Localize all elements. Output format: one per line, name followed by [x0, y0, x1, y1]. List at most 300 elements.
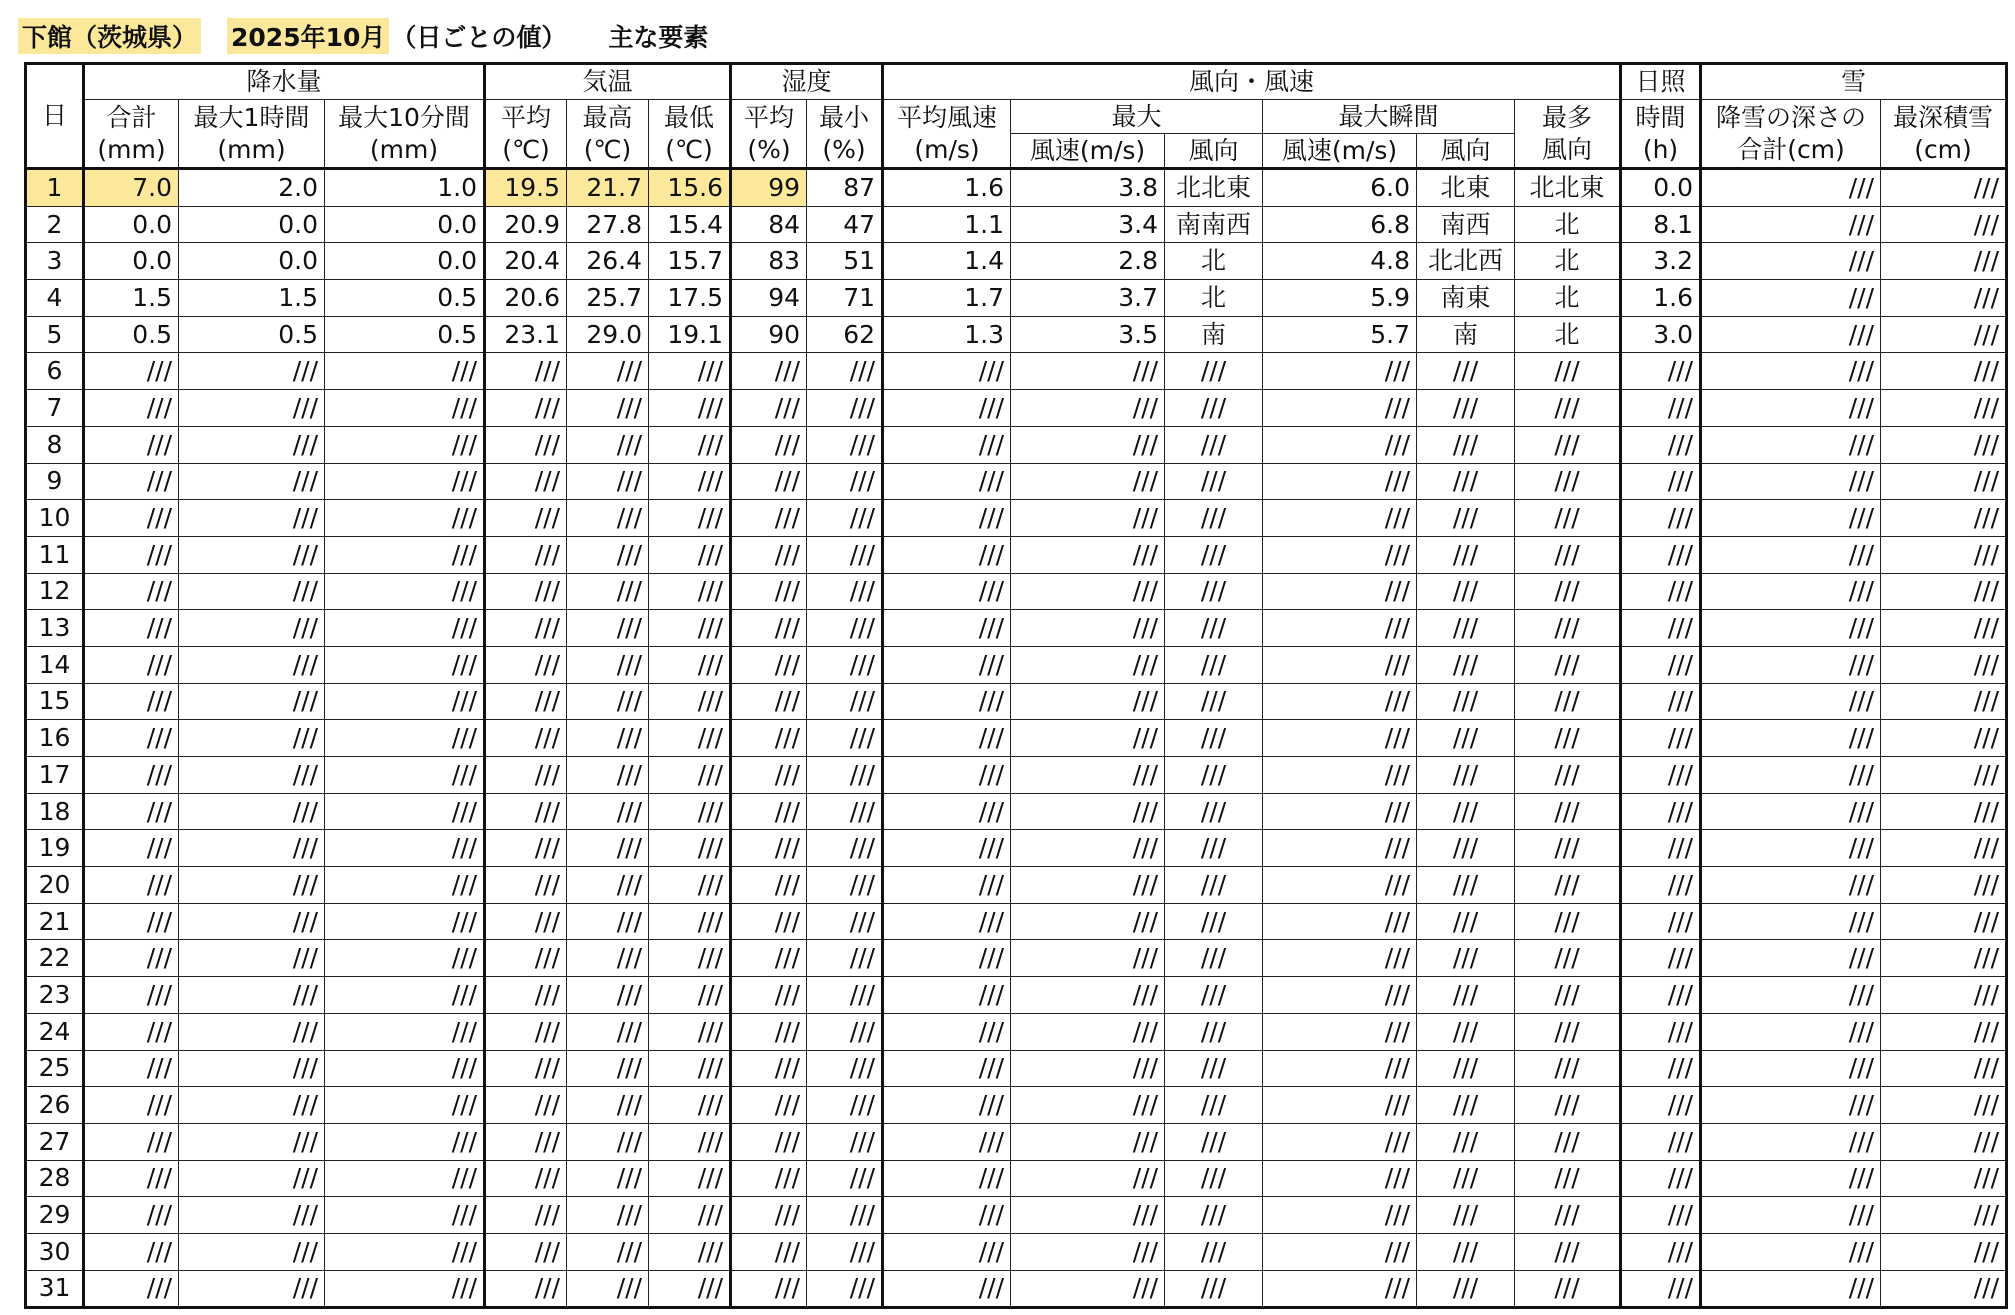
table-row [26, 610, 2007, 647]
value-cell: /// [1165, 940, 1263, 977]
value-cell: /// [485, 646, 567, 683]
value-cell: /// [807, 390, 883, 427]
value-cell: 5.9 [1263, 280, 1417, 317]
value-cell: /// [731, 610, 807, 647]
table-row [26, 1087, 2007, 1124]
table-row [26, 1233, 2007, 1270]
value-cell: /// [1881, 316, 2007, 353]
value-cell: /// [1417, 1087, 1515, 1124]
value-cell: /// [649, 1123, 731, 1160]
value-cell: /// [179, 1270, 325, 1308]
header-sunshine-hours: 時間 (h) [1621, 100, 1701, 169]
value-cell: /// [1701, 940, 1881, 977]
value-cell: /// [325, 1087, 485, 1124]
value-cell: /// [1881, 573, 2007, 610]
value-cell: /// [485, 390, 567, 427]
value-cell: /// [1165, 1197, 1263, 1234]
value-cell: /// [567, 610, 649, 647]
header-snow-max-depth: 最深積雪 (cm) [1881, 100, 2007, 169]
value-cell: /// [1417, 426, 1515, 463]
value-cell: /// [179, 977, 325, 1014]
value-cell: /// [883, 830, 1011, 867]
value-cell: 北 [1165, 243, 1263, 280]
day-cell: 11 [26, 536, 84, 573]
day-cell: 28 [26, 1160, 84, 1197]
value-cell: /// [1881, 1123, 2007, 1160]
value-cell: /// [325, 793, 485, 830]
value-cell: /// [1701, 426, 1881, 463]
value-cell: /// [1417, 536, 1515, 573]
value-cell: /// [1011, 536, 1165, 573]
value-cell: /// [883, 426, 1011, 463]
value-cell: /// [179, 390, 325, 427]
value-cell: /// [84, 353, 179, 390]
value-cell: /// [1417, 573, 1515, 610]
value-cell: /// [1165, 683, 1263, 720]
value-cell: /// [1263, 500, 1417, 537]
value-cell: /// [807, 1270, 883, 1308]
value-cell: 3.2 [1621, 243, 1701, 280]
value-cell: 0.5 [325, 316, 485, 353]
value-cell: /// [649, 830, 731, 867]
value-cell: /// [485, 1123, 567, 1160]
value-cell: 8.1 [1621, 206, 1701, 243]
value-cell: 1.5 [179, 280, 325, 317]
value-cell: 27.8 [567, 206, 649, 243]
table-row [26, 1197, 2007, 1234]
day-cell: 6 [26, 353, 84, 390]
value-cell: /// [1165, 1123, 1263, 1160]
value-cell: /// [649, 646, 731, 683]
value-cell: /// [883, 1013, 1011, 1050]
value-cell: /// [1263, 977, 1417, 1014]
value-cell: /// [179, 1050, 325, 1087]
value-cell: /// [84, 1050, 179, 1087]
value-cell: /// [883, 1160, 1011, 1197]
value-cell: /// [1701, 720, 1881, 757]
value-cell: /// [1701, 169, 1881, 207]
value-cell: 51 [807, 243, 883, 280]
value-cell: /// [1515, 426, 1621, 463]
value-cell: /// [1881, 977, 2007, 1014]
value-cell: /// [649, 1050, 731, 1087]
value-cell: /// [1011, 353, 1165, 390]
day-cell: 26 [26, 1087, 84, 1124]
value-cell: /// [485, 683, 567, 720]
value-cell: 3.5 [1011, 316, 1165, 353]
table-row [26, 243, 2007, 280]
value-cell: /// [1417, 1050, 1515, 1087]
value-cell: 北北西 [1417, 243, 1515, 280]
value-cell: /// [649, 683, 731, 720]
value-cell: /// [649, 426, 731, 463]
table-row [26, 500, 2007, 537]
value-cell: /// [1011, 390, 1165, 427]
day-cell: 16 [26, 720, 84, 757]
value-cell: /// [1621, 1270, 1701, 1308]
value-cell: /// [1515, 1233, 1621, 1270]
value-cell: /// [179, 1013, 325, 1050]
value-cell: /// [84, 573, 179, 610]
value-cell: /// [1515, 463, 1621, 500]
header-humidity: 湿度 [731, 64, 883, 100]
value-cell: /// [325, 1233, 485, 1270]
value-cell: /// [485, 573, 567, 610]
value-cell: /// [325, 426, 485, 463]
value-cell: /// [1011, 1233, 1165, 1270]
value-cell: /// [485, 500, 567, 537]
value-cell: /// [567, 1197, 649, 1234]
table-row [26, 206, 2007, 243]
header-day: 日 [26, 64, 84, 169]
value-cell: /// [883, 757, 1011, 794]
value-cell: 99 [731, 169, 807, 207]
value-cell: /// [84, 830, 179, 867]
value-cell: 3.8 [1011, 169, 1165, 207]
value-cell: 南 [1417, 316, 1515, 353]
value-cell: /// [1165, 1013, 1263, 1050]
value-cell: /// [649, 610, 731, 647]
value-cell: /// [485, 1197, 567, 1234]
value-cell: /// [1263, 1050, 1417, 1087]
value-cell: 19.1 [649, 316, 731, 353]
value-cell: /// [1621, 426, 1701, 463]
value-cell: /// [731, 573, 807, 610]
value-cell: /// [567, 1160, 649, 1197]
value-cell: /// [1881, 169, 2007, 207]
value-cell: /// [1701, 977, 1881, 1014]
value-cell: /// [1621, 463, 1701, 500]
header-wind: 風向・風速 [883, 64, 1621, 100]
value-cell: /// [807, 610, 883, 647]
value-cell: /// [649, 500, 731, 537]
value-cell: /// [1011, 1050, 1165, 1087]
value-cell: /// [883, 1050, 1011, 1087]
value-cell: /// [1417, 1123, 1515, 1160]
value-cell: /// [1881, 243, 2007, 280]
table-row [26, 316, 2007, 353]
value-cell: /// [1621, 1197, 1701, 1234]
value-cell: /// [1263, 1197, 1417, 1234]
day-cell: 20 [26, 867, 84, 904]
value-cell: /// [649, 1270, 731, 1308]
daily-weather-table [24, 62, 2008, 1309]
value-cell: 71 [807, 280, 883, 317]
value-cell: /// [731, 500, 807, 537]
value-cell: 20.9 [485, 206, 567, 243]
value-cell: /// [1165, 757, 1263, 794]
value-cell: /// [1515, 646, 1621, 683]
value-cell: 0.5 [84, 316, 179, 353]
value-cell: /// [1011, 573, 1165, 610]
value-cell: /// [1417, 646, 1515, 683]
value-cell: /// [1165, 426, 1263, 463]
header-precip-max-1h: 最大1時間 (mm) [179, 100, 325, 169]
value-cell: /// [485, 610, 567, 647]
value-cell: /// [1701, 830, 1881, 867]
value-cell: /// [485, 830, 567, 867]
table-row [26, 1013, 2007, 1050]
value-cell: /// [649, 720, 731, 757]
value-cell: /// [1881, 683, 2007, 720]
value-cell: /// [325, 683, 485, 720]
value-cell: /// [1263, 463, 1417, 500]
value-cell: 0.0 [84, 243, 179, 280]
value-cell: /// [485, 757, 567, 794]
value-cell: /// [325, 1197, 485, 1234]
value-cell: 94 [731, 280, 807, 317]
value-cell: /// [1701, 1270, 1881, 1308]
value-cell: /// [1701, 463, 1881, 500]
value-cell: /// [567, 720, 649, 757]
value-cell: /// [1621, 1233, 1701, 1270]
value-cell: 3.4 [1011, 206, 1165, 243]
value-cell: /// [1165, 390, 1263, 427]
value-cell: /// [649, 463, 731, 500]
value-cell: /// [1701, 1050, 1881, 1087]
value-cell: 1.4 [883, 243, 1011, 280]
value-cell: /// [1417, 1270, 1515, 1308]
value-cell: /// [731, 793, 807, 830]
value-cell: /// [179, 500, 325, 537]
day-cell: 31 [26, 1270, 84, 1308]
header-temp-min: 最低 (℃) [649, 100, 731, 169]
value-cell: /// [567, 463, 649, 500]
value-cell: /// [179, 793, 325, 830]
value-cell: /// [1881, 793, 2007, 830]
value-cell: /// [325, 830, 485, 867]
value-cell: 1.7 [883, 280, 1011, 317]
value-cell: /// [179, 683, 325, 720]
value-cell: /// [883, 903, 1011, 940]
value-cell: 1.0 [325, 169, 485, 207]
value-cell: 北 [1515, 316, 1621, 353]
value-cell: /// [567, 757, 649, 794]
table-row [26, 426, 2007, 463]
table-row [26, 757, 2007, 794]
value-cell: /// [883, 940, 1011, 977]
day-cell: 27 [26, 1123, 84, 1160]
value-cell: /// [1881, 940, 2007, 977]
value-cell: 0.0 [179, 243, 325, 280]
day-cell: 3 [26, 243, 84, 280]
value-cell: 20.4 [485, 243, 567, 280]
value-cell: /// [1701, 500, 1881, 537]
value-cell: /// [567, 1050, 649, 1087]
value-cell: /// [1417, 390, 1515, 427]
table-row [26, 903, 2007, 940]
header-wind-gust-dir: 風向 [1417, 134, 1515, 169]
value-cell: /// [883, 610, 1011, 647]
value-cell: /// [883, 977, 1011, 1014]
value-cell: /// [1881, 536, 2007, 573]
value-cell: /// [807, 573, 883, 610]
value-cell: /// [731, 390, 807, 427]
value-cell: /// [1701, 316, 1881, 353]
value-cell: /// [485, 720, 567, 757]
day-cell: 12 [26, 573, 84, 610]
value-cell: 15.6 [649, 169, 731, 207]
value-cell: /// [883, 646, 1011, 683]
value-cell: /// [485, 940, 567, 977]
value-cell: /// [1701, 1197, 1881, 1234]
value-cell: /// [1263, 793, 1417, 830]
value-cell: /// [649, 977, 731, 1014]
header-hum-avg: 平均 (%) [731, 100, 807, 169]
value-cell: /// [731, 977, 807, 1014]
value-cell: /// [649, 1013, 731, 1050]
value-cell: /// [1263, 1013, 1417, 1050]
value-cell: /// [649, 940, 731, 977]
value-cell: /// [731, 353, 807, 390]
day-cell: 17 [26, 757, 84, 794]
header-wind-avg: 平均風速 (m/s) [883, 100, 1011, 169]
value-cell: /// [1417, 1197, 1515, 1234]
value-cell: /// [1515, 720, 1621, 757]
value-cell: /// [1881, 1087, 2007, 1124]
value-cell: /// [731, 720, 807, 757]
value-cell: 0.5 [325, 280, 485, 317]
value-cell: /// [179, 720, 325, 757]
value-cell: /// [1263, 573, 1417, 610]
value-cell: /// [1515, 830, 1621, 867]
value-cell: /// [1165, 1233, 1263, 1270]
value-cell: /// [1515, 1050, 1621, 1087]
value-cell: /// [1263, 353, 1417, 390]
value-cell: /// [84, 426, 179, 463]
value-cell: /// [731, 1050, 807, 1087]
value-cell: /// [567, 1123, 649, 1160]
value-cell: /// [1263, 683, 1417, 720]
value-cell: 1.3 [883, 316, 1011, 353]
value-cell: 0.0 [84, 206, 179, 243]
value-cell: 0.5 [179, 316, 325, 353]
table-row [26, 536, 2007, 573]
value-cell: /// [567, 793, 649, 830]
value-cell: /// [1165, 867, 1263, 904]
value-cell: /// [179, 1233, 325, 1270]
value-cell: /// [649, 390, 731, 427]
value-cell: /// [1165, 463, 1263, 500]
value-cell: /// [485, 353, 567, 390]
value-cell: 1.6 [883, 169, 1011, 207]
value-cell: /// [567, 867, 649, 904]
value-cell: 南西 [1417, 206, 1515, 243]
value-cell: /// [1417, 610, 1515, 647]
value-cell: /// [1881, 1270, 2007, 1308]
header-wind-mode: 最多 風向 [1515, 100, 1621, 169]
value-cell: /// [807, 940, 883, 977]
header-temp-max: 最高 (℃) [567, 100, 649, 169]
value-cell: /// [1011, 646, 1165, 683]
value-cell: /// [485, 867, 567, 904]
value-cell: /// [649, 353, 731, 390]
value-cell: /// [1263, 536, 1417, 573]
value-cell: /// [1701, 206, 1881, 243]
value-cell: /// [1515, 1013, 1621, 1050]
value-cell: /// [649, 793, 731, 830]
value-cell: /// [1881, 390, 2007, 427]
value-cell: /// [1417, 867, 1515, 904]
header-snow-depth-total: 降雪の深さの 合計(cm) [1701, 100, 1881, 169]
day-cell: 10 [26, 500, 84, 537]
value-cell: /// [731, 426, 807, 463]
value-cell: /// [1011, 426, 1165, 463]
value-cell: /// [1515, 757, 1621, 794]
value-cell: 北北東 [1515, 169, 1621, 207]
value-cell: /// [1701, 903, 1881, 940]
month-label: 2025年10月 [227, 18, 389, 54]
value-cell: /// [1165, 830, 1263, 867]
value-cell: /// [1881, 1233, 2007, 1270]
day-cell: 22 [26, 940, 84, 977]
table-row [26, 940, 2007, 977]
value-cell: /// [1263, 610, 1417, 647]
value-cell: 2.0 [179, 169, 325, 207]
value-cell: /// [1011, 1270, 1165, 1308]
value-cell: /// [1881, 280, 2007, 317]
value-cell: /// [1165, 720, 1263, 757]
value-cell: /// [485, 1160, 567, 1197]
value-cell: /// [883, 463, 1011, 500]
value-cell: /// [1515, 390, 1621, 427]
value-cell: /// [567, 390, 649, 427]
value-cell: /// [1417, 757, 1515, 794]
value-cell: /// [567, 1013, 649, 1050]
value-cell: /// [1621, 757, 1701, 794]
value-cell: /// [807, 683, 883, 720]
value-cell: /// [1621, 353, 1701, 390]
value-cell: /// [1165, 536, 1263, 573]
value-cell: /// [1701, 243, 1881, 280]
day-cell: 2 [26, 206, 84, 243]
value-cell: 北 [1165, 280, 1263, 317]
table-row [26, 867, 2007, 904]
table-row [26, 1123, 2007, 1160]
value-cell: /// [1881, 610, 2007, 647]
value-cell: /// [883, 793, 1011, 830]
value-cell: /// [883, 573, 1011, 610]
value-cell: /// [807, 646, 883, 683]
day-cell: 1 [26, 169, 84, 207]
value-cell: /// [1881, 1197, 2007, 1234]
value-cell: /// [325, 646, 485, 683]
value-cell: 19.5 [485, 169, 567, 207]
value-cell: /// [179, 1197, 325, 1234]
value-cell: /// [1701, 867, 1881, 904]
value-cell: /// [1881, 720, 2007, 757]
value-cell: /// [84, 757, 179, 794]
value-cell: /// [1515, 1270, 1621, 1308]
value-cell: /// [1263, 426, 1417, 463]
value-cell: /// [179, 1123, 325, 1160]
value-cell: /// [649, 1197, 731, 1234]
value-cell: /// [1701, 1087, 1881, 1124]
value-cell: /// [731, 1233, 807, 1270]
table-row [26, 720, 2007, 757]
value-cell: /// [84, 646, 179, 683]
value-cell: /// [1165, 1050, 1263, 1087]
value-cell: /// [325, 720, 485, 757]
value-cell: /// [1417, 940, 1515, 977]
day-cell: 4 [26, 280, 84, 317]
value-cell: /// [883, 353, 1011, 390]
value-cell: /// [1515, 977, 1621, 1014]
value-cell: /// [1701, 536, 1881, 573]
value-cell: /// [1621, 1087, 1701, 1124]
subtitle: 主な要素 [608, 23, 709, 52]
value-cell: /// [883, 720, 1011, 757]
